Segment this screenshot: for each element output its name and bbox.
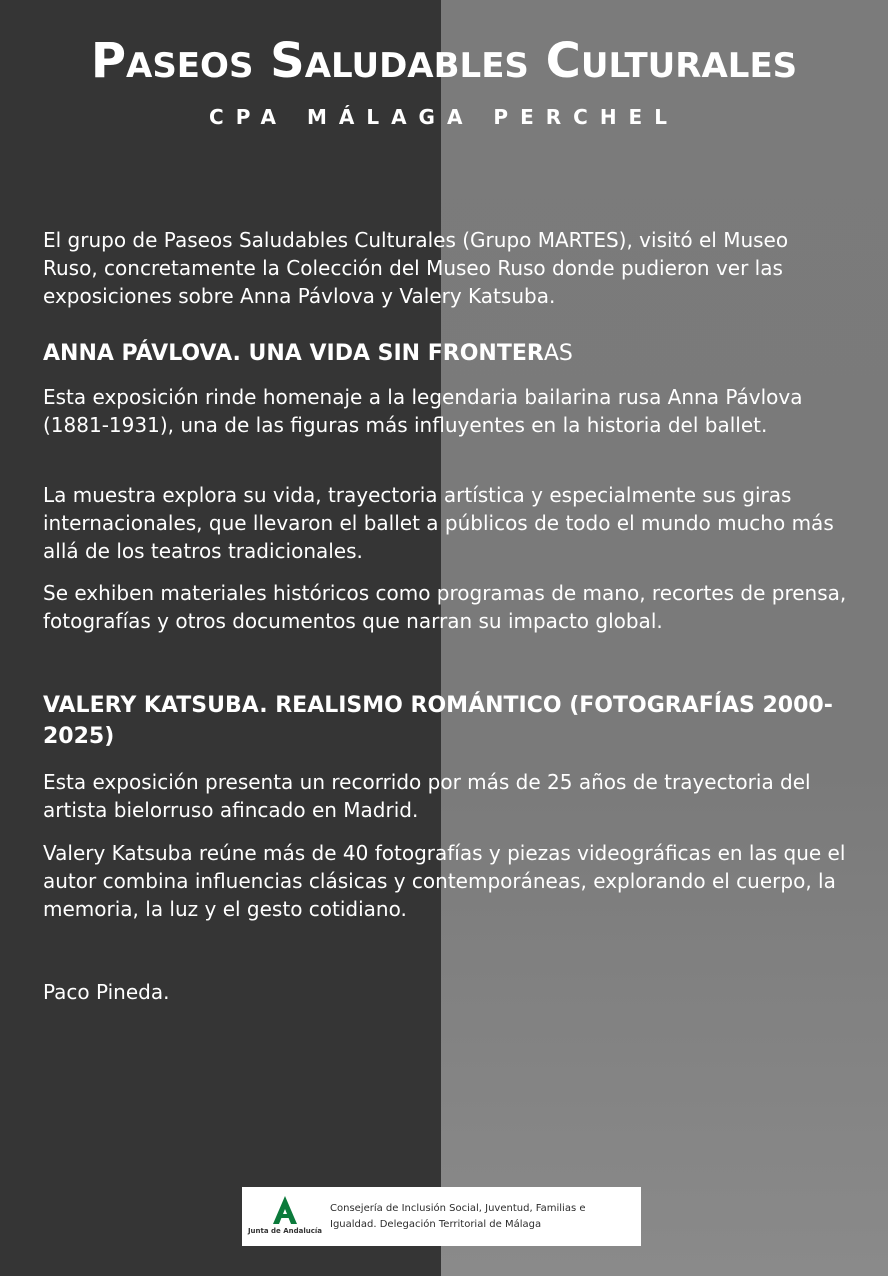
katsuba-text-2: Valery Katsuba reúne más de 40 fotografías y piezas videográficas en las que el autor combina influencias clásicas y contemporáneas, explorando el cuerpo, la memoria, la luz y el gesto cotidiano. <box>43 841 846 921</box>
katsuba-heading: VALERY KATSUBA. REALISMO ROMÁNTICO (FOTOGRAFÍAS 2000-2025) <box>43 693 833 749</box>
pavlova-text-3: Se exhiben materiales históricos como programas de mano, recortes de prensa, fotografías y otros documentos que narran su impacto global. <box>43 581 847 633</box>
intro-text: El grupo de Paseos Saludables Culturales (Grupo MARTES), visitó el Museo Ruso, concretamente la Colección del Museo Ruso donde pudieron ver las exposiciones sobre Anna Pávlova y Valery Katsuba. <box>43 228 789 308</box>
pavlova-text-2: La muestra explora su vida, trayectoria artística y especialmente sus giras internacionales, que llevaron el ballet a públicos de todo el mundo mucho más allá de los teatros tradicionales. <box>43 483 834 563</box>
pavlova-paragraph-2 <box>43 481 848 565</box>
junta-andalucia-logo <box>242 1187 328 1246</box>
junta-logo-icon <box>270 1195 300 1225</box>
katsuba-paragraph-2 <box>43 839 848 923</box>
signature <box>43 978 848 1006</box>
background-right-panel <box>441 0 888 1276</box>
pavlova-heading-bold: ANNA PÁVLOVA. UNA VIDA SIN FRONTER <box>43 341 544 366</box>
footer-institution-banner <box>242 1187 641 1246</box>
page-title: Paseos Saludables Culturales <box>90 33 798 89</box>
pavlova-text-1: Esta exposición rinde homenaje a la legendaria bailarina rusa Anna Pávlova (1881-1931), una de las figuras más influyentes en la historia del ballet. <box>43 385 803 437</box>
background-left-panel <box>0 0 441 1276</box>
katsuba-text-1: Esta exposición presenta un recorrido por más de 25 años de trayectoria del artista bielorruso afincado en Madrid. <box>43 770 811 822</box>
pavlova-heading <box>43 338 848 369</box>
pavlova-paragraph-3 <box>43 579 848 635</box>
junta-logo-label: Junta de Andalucía <box>247 1227 323 1235</box>
footer-line-2: Igualdad. Delegación Territorial de Málaga <box>330 1218 542 1230</box>
pavlova-heading-rest: AS <box>543 341 573 366</box>
katsuba-paragraph-1 <box>43 768 848 824</box>
signature-text: Paco Pineda. <box>43 980 170 1004</box>
intro-paragraph <box>43 226 848 310</box>
section-pavlova-heading <box>43 338 848 369</box>
footer-line-1: Consejería de Inclusión Social, Juventud, Familias e <box>330 1202 586 1214</box>
section-katsuba-heading <box>43 690 848 752</box>
footer-institution-text <box>328 1201 586 1233</box>
page-subtitle: CPA MÁLAGA PERCHEL <box>209 105 679 129</box>
pavlova-paragraph-1 <box>43 383 848 439</box>
